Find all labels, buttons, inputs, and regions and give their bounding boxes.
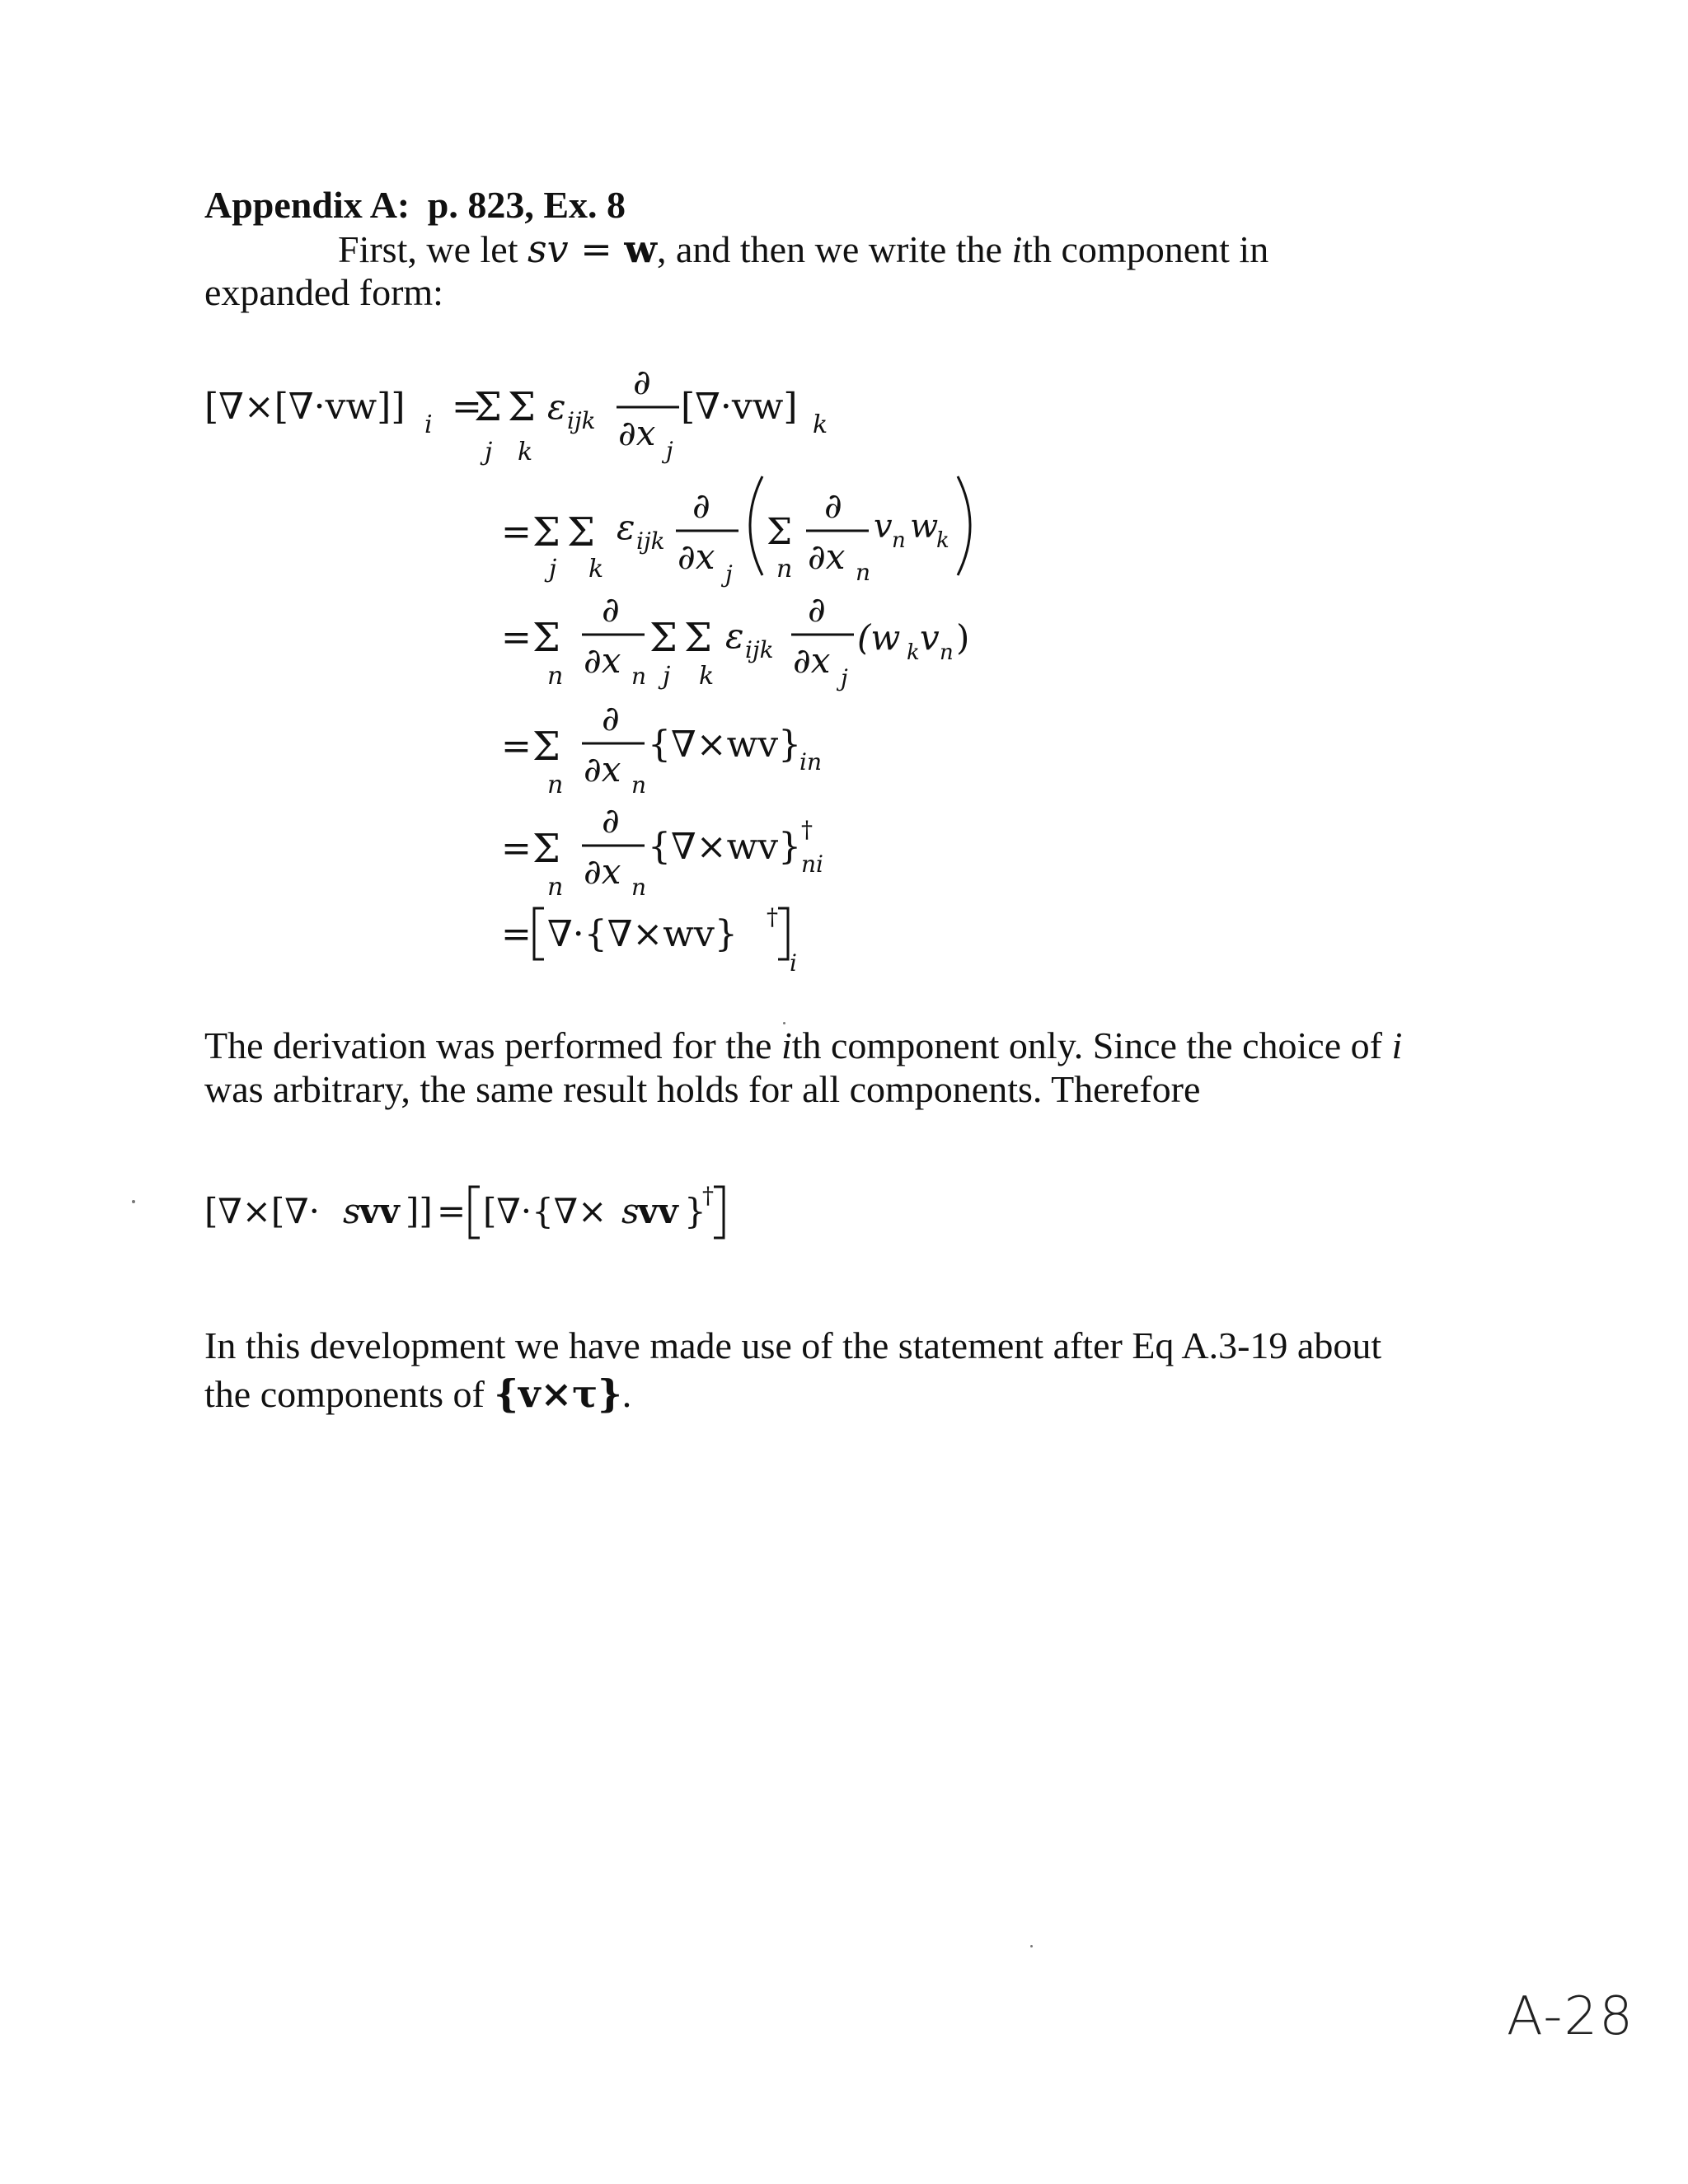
result-rhs-open: [∇·{∇× [483,1191,607,1231]
line1-den-sub: j [666,437,673,464]
line3-equals: = [501,616,532,658]
line2-v: v [874,508,893,546]
equation-line-5 [501,800,823,902]
line3-epsilon-sub: ijk [745,636,774,663]
line3-sum-index-k: k [699,662,715,691]
line1-tail: [∇·vw] [681,386,798,428]
result-lhs-s: s [343,1191,361,1231]
line1-sum-index-j: j [485,438,493,466]
line4-partial-num: ∂ [602,698,620,738]
heading-reference: p. 823, Ex. 8 [427,184,626,226]
line3-partial2-den: ∂x [793,640,831,681]
result-lhs-vv: vv [359,1191,400,1231]
line3-sigma-k: Σ [684,615,712,661]
intro-eq-equals: = [568,227,625,271]
line3-tail-v: v [920,617,940,658]
para3-tensor: {v×τ} [494,1371,622,1416]
line3-den2-sub: j [841,664,848,691]
explanation-paragraph [204,1024,1416,1111]
result-rhs-vv: vv [638,1191,678,1231]
line2-partial-num: ∂ [692,485,710,526]
line2-inner-den-sub: n [856,559,871,586]
equation-line-2 [501,476,970,588]
intro-ith-i: i [1011,228,1023,270]
line2-inner-partial-num: ∂ [824,485,842,526]
line1-sum-index-k: k [518,438,533,466]
intro-text-1: First, we let [338,228,528,270]
line3-close: ) [956,617,970,658]
line5-partial-den: ∂x [584,851,621,892]
line5-dagger: † [801,816,813,843]
line1-epsilon-sub: ijk [567,407,596,434]
result-open-bracket [470,1187,480,1238]
line3-sum-index-n: n [547,662,564,691]
line2-den-sub: j [725,560,733,588]
line3-tail-v-sub: n [940,640,954,665]
line5-tail-sub: ni [801,851,823,878]
line2-inner-partial-den: ∂x [808,537,846,577]
line1-sigma-k: Σ [508,384,536,430]
para2-text-3: was arbitrary, the same result holds for all components. Therefore [204,1068,1201,1110]
equation-line-3 [501,589,969,691]
line2-sigma-j: Σ [532,509,560,555]
line1-sigma-j: Σ [474,384,502,430]
intro-text-3: th component in expanded form: [204,228,1269,313]
scan-speck [1030,1945,1033,1947]
line5-equals: = [501,827,532,869]
result-lhs-close: ]] [406,1191,433,1231]
line2-v-sub: n [892,528,906,553]
line3-sum-index-j: j [663,662,671,691]
result-lhs: [∇×[∇· [204,1191,320,1231]
result-rhs-s: s [621,1191,640,1231]
scan-speck [783,1022,785,1024]
line1-lhs: [∇×[∇·vw]] [204,386,406,428]
result-dagger: † [702,1182,714,1209]
scan-speck [132,1200,135,1203]
result-equals: = [437,1191,467,1231]
line3-partial-den: ∂x [584,640,621,681]
line2-equals: = [501,511,532,553]
line3-partial2-num: ∂ [808,589,826,630]
line5-sum-index-n: n [547,873,564,902]
line1-partial-num: ∂ [633,362,651,402]
para3-period: . [621,1373,632,1415]
para3-text: In this development we have made use of the statement after Eq A.3-19 about the components of [204,1324,1382,1415]
equation-line-1 [204,362,828,466]
result-rhs-close: } [684,1191,706,1231]
intro-text-2: , and then we write the [656,228,1012,270]
line3-sigma-j: Σ [649,615,678,661]
line6-open-bracket [534,908,544,959]
line1-tail-sub: k [813,410,828,439]
line5-partial-num: ∂ [602,800,620,841]
line4-sum-index-n: n [547,771,564,799]
line4-sigma-n: Σ [532,724,560,770]
line6-dagger: † [767,903,778,930]
line1-equals: = [452,386,482,428]
line4-tail: {∇×wv} [648,724,802,766]
para2-text-1: The derivation was performed for the [204,1024,781,1066]
line1-lhs-sub: i [424,410,433,439]
line3-partial-num: ∂ [602,589,620,630]
line3-den-sub: n [631,663,647,690]
equation-line-4 [501,698,822,799]
line4-partial-den: ∂x [584,749,621,790]
line2-inner-index-n: n [776,555,793,583]
line3-epsilon: ε [725,616,744,656]
line4-equals: = [501,725,532,767]
equation-line-6 [501,903,797,977]
result-equation [204,1182,724,1238]
para2-text-2: th component only. Since the choice of [791,1024,1392,1066]
heading-prefix: Appendix A: [204,184,410,226]
line2-sum-index-k: k [588,555,604,583]
line4-tail-sub: in [799,748,822,776]
line5-den-sub: n [631,874,647,901]
line6-body: ∇·{∇×wv} [547,913,738,955]
intro-eq-w: w [624,227,657,271]
line4-den-sub: n [631,771,647,799]
line2-epsilon: ε [617,507,635,547]
line2-sum-index-j: j [549,555,557,583]
line3-tail-w-sub: k [907,640,920,665]
line5-sigma-n: Σ [532,826,560,872]
line2-partial-den: ∂x [678,537,715,577]
line2-close-paren [958,476,970,575]
line6-close-bracket [778,908,788,959]
line2-sigma-k: Σ [567,509,595,555]
line5-tail: {∇×wv} [648,826,802,868]
line2-w-sub: k [936,528,950,553]
line2-epsilon-sub: ijk [636,527,665,555]
line1-partial-den: ∂x [618,413,656,453]
line3-tail-w: (w [857,617,901,658]
line2-open-paren [750,476,762,575]
line2-w: w [910,508,939,546]
para2-i: i [1391,1024,1403,1066]
intro-eq-sv: sv [527,227,569,271]
line1-epsilon: ε [547,387,566,427]
page-number: A-28 [1507,1986,1634,2047]
result-close-bracket [714,1187,724,1238]
closing-paragraph [204,1322,1416,1418]
line3-sigma-n: Σ [532,615,560,661]
line2-inner-sigma: Σ [767,511,793,553]
para2-ith-i: i [781,1024,792,1066]
line6-equals: = [501,913,532,955]
line6-sub: i [790,949,797,977]
